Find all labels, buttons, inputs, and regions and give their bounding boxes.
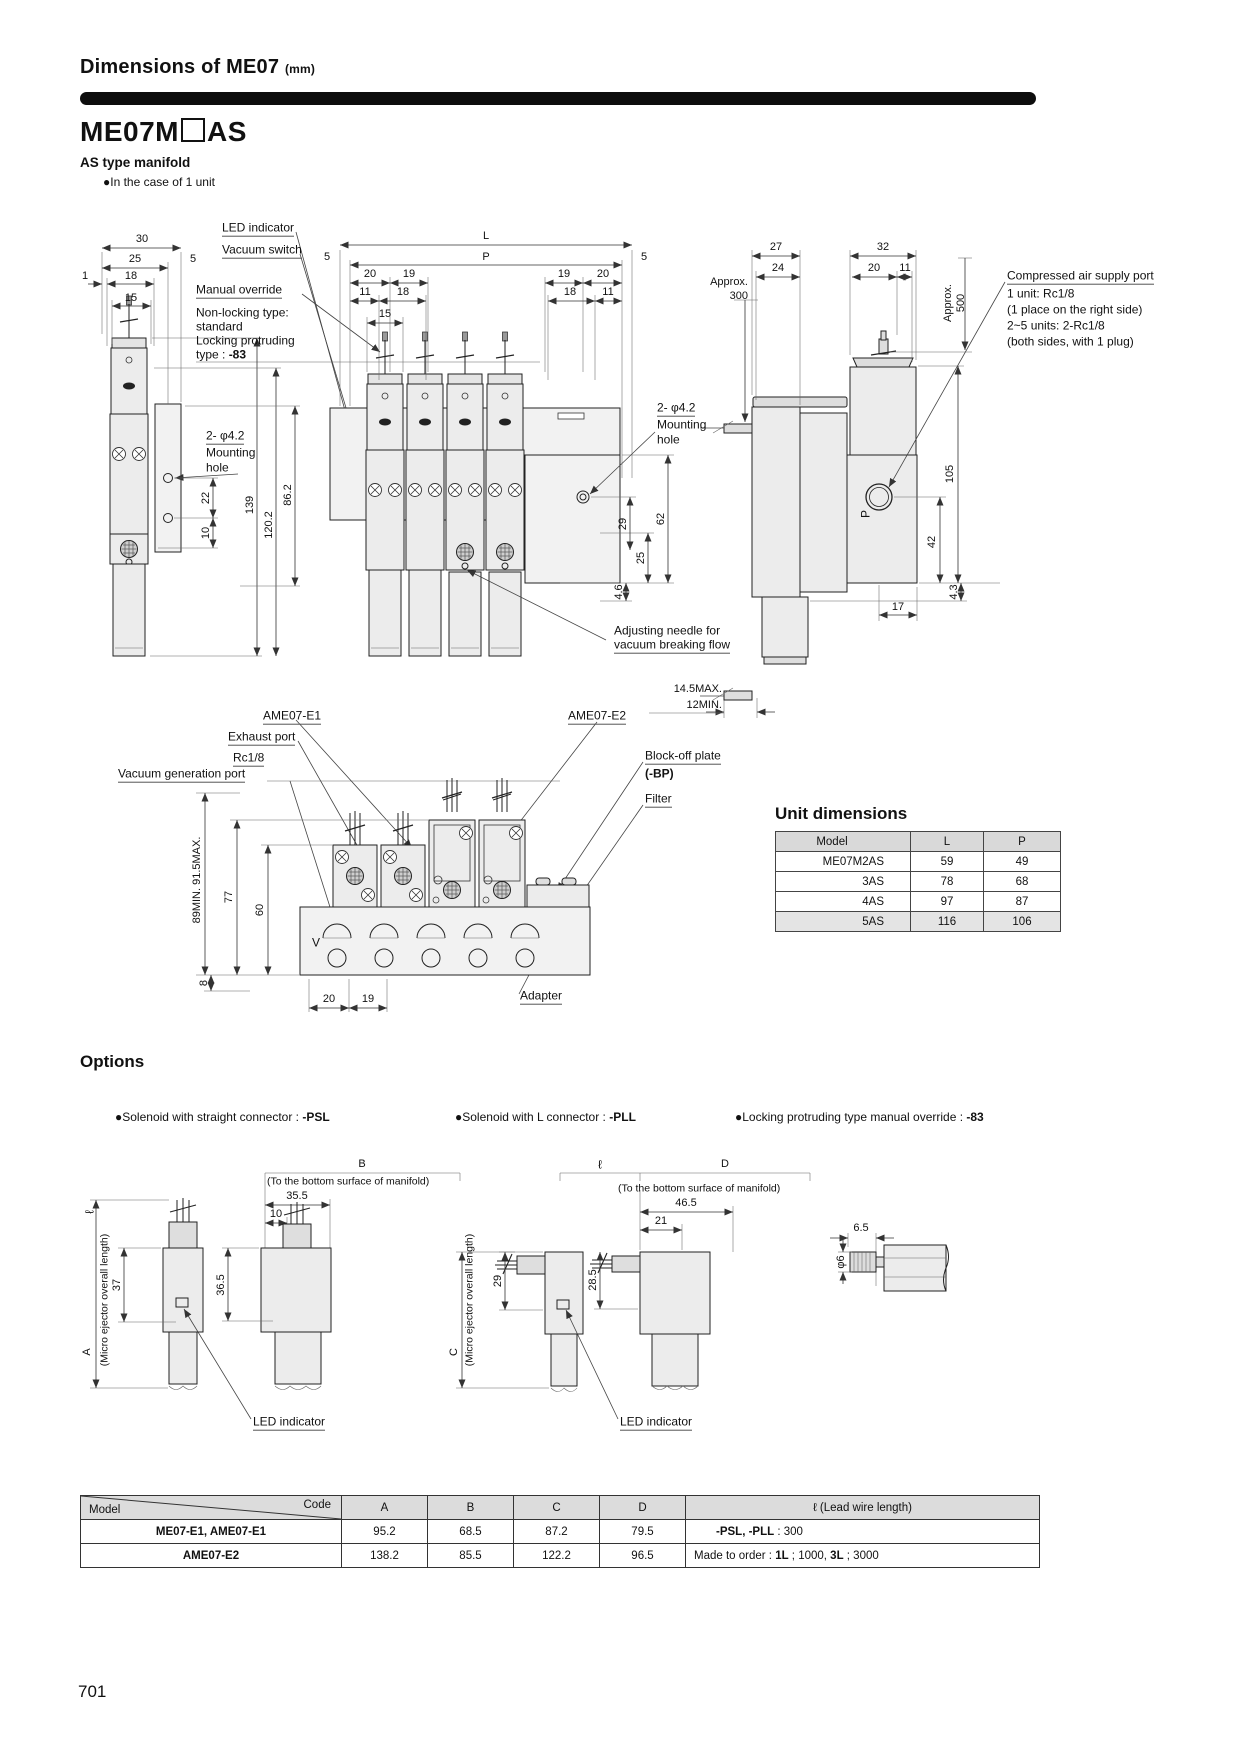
note-bottom-surface-1: (To the bottom surface of manifold) [267, 1175, 430, 1188]
cell-b: 85.5 [428, 1544, 514, 1568]
cell-model: ME07M2AS [776, 852, 911, 872]
header-code-label: Code [303, 1499, 331, 1511]
cell-l: 116 [911, 912, 984, 932]
label-rc18: Rc1/8 [233, 750, 265, 765]
note-bottom-surface-2: (To the bottom surface of manifold) [618, 1182, 781, 1195]
label-ame07-e1: AME07-E1 [263, 708, 322, 723]
dim-77: 77 [223, 890, 236, 904]
dim-29-opt: 29 [492, 1274, 505, 1288]
dim-19-bottom: 19 [361, 993, 375, 1006]
dim-phi6: φ6 [835, 1255, 848, 1269]
label-ame07-e2: AME07-E2 [568, 708, 627, 723]
label-adapter: Adapter [520, 988, 563, 1003]
label-led-opt2: LED indicator [620, 1414, 693, 1429]
dim-lead-opt1: ℓ [82, 1210, 97, 1214]
dim-62: 62 [655, 512, 668, 526]
option-item-code: -PLL [609, 1110, 636, 1124]
dim-22: 22 [200, 491, 213, 505]
dim-5-left: 5 [189, 253, 197, 266]
table-row [776, 872, 1061, 892]
dim-B: B [358, 1158, 366, 1171]
lead-wire-bold: 1L [775, 1549, 789, 1562]
manifold-subtitle: AS type manifold [80, 155, 191, 170]
label-air-supply-4: 2~5 units: 2-Rc1/8 [1007, 318, 1105, 333]
dim-A: A [81, 1348, 94, 1356]
col-header-lead-wire: ℓ (Lead wire length) [686, 1496, 1040, 1520]
label-mounting-hole-mid-1: 2- φ4.2 [657, 400, 696, 415]
dim-36-5: 36.5 [215, 1274, 228, 1296]
label-locking-1: Locking protruding [196, 333, 295, 348]
col-header-a: A [342, 1496, 428, 1520]
model-title-prefix: ME07M [80, 116, 179, 147]
dim-D: D [721, 1158, 729, 1171]
label-nonlocking-2: standard [196, 319, 243, 334]
lead-wire-bold: -PSL, -PLL [716, 1525, 775, 1538]
dim-25-mid: 25 [635, 551, 648, 565]
option-item-text: ●Solenoid with L connector : [455, 1110, 610, 1124]
cell-model: 3AS [776, 872, 911, 892]
dim-27: 27 [769, 241, 783, 254]
col-header-b: B [428, 1496, 514, 1520]
dim-19-b: 19 [557, 268, 571, 281]
dim-10-opt: 10 [269, 1208, 283, 1221]
cell-p: 87 [984, 892, 1061, 912]
label-block-off-plate: Block-off plate [645, 748, 721, 763]
table-row [776, 892, 1061, 912]
table-header-row [81, 1496, 1040, 1520]
page-title-text: Dimensions of ME07 [80, 56, 280, 78]
dim-105: 105 [944, 464, 957, 484]
dim-P: P [482, 251, 490, 264]
dim-21: 21 [654, 1215, 668, 1228]
note-micro-ejector-2: (Micro ejector overall length) [463, 1233, 476, 1367]
dim-120-2: 120.2 [263, 511, 276, 539]
dim-10: 10 [200, 526, 213, 540]
label-vacuum-switch: Vacuum switch [222, 242, 302, 257]
dim-1: 1 [81, 270, 89, 283]
cell-lead-wire [686, 1544, 1040, 1568]
cell-b: 68.5 [428, 1520, 514, 1544]
label-led-indicator: LED indicator [222, 220, 295, 235]
dim-4-6: 4.6 [613, 584, 626, 600]
cell-a: 138.2 [342, 1544, 428, 1568]
page-title-unit: (mm) [284, 62, 316, 76]
label-exhaust-port: Exhaust port [228, 729, 296, 744]
lead-wire-bold: 3L [830, 1549, 844, 1562]
dim-approx500-2: 500 [955, 293, 968, 313]
dim-89min-91max: 89MIN. 91.5MAX. [191, 836, 204, 924]
label-vacuum-generation-port: Vacuum generation port [118, 766, 246, 781]
label-adjusting-needle-1: Adjusting needle for [614, 623, 721, 638]
cell-d: 79.5 [600, 1520, 686, 1544]
label-led-opt1: LED indicator [253, 1414, 326, 1429]
label-air-supply-3: (1 place on the right side) [1007, 302, 1143, 317]
dim-C: C [448, 1348, 461, 1356]
dim-30: 30 [135, 233, 149, 246]
cell-lead-wire [686, 1520, 1040, 1544]
label-p-port: P [858, 509, 873, 519]
dim-42: 42 [926, 535, 939, 549]
dim-5-mid-right: 5 [640, 251, 648, 264]
note-micro-ejector-1: (Micro ejector overall length) [98, 1233, 111, 1367]
col-header-c: C [514, 1496, 600, 1520]
dim-18-left: 18 [124, 270, 138, 283]
dim-24: 24 [771, 262, 785, 275]
dim-11-side: 11 [899, 262, 911, 275]
cell-model: 5AS [776, 912, 911, 932]
lead-wire-text: ; 3000 [843, 1549, 879, 1562]
header-model-label: Model [89, 1504, 121, 1516]
cell-p: 106 [984, 912, 1061, 932]
lead-wire-text: Made to order : [694, 1549, 776, 1562]
label-mounting-hole-left-1: 2- φ4.2 [206, 428, 245, 443]
col-header-d: D [600, 1496, 686, 1520]
label-mounting-hole-left-3: hole [206, 460, 229, 475]
dim-5-mid-left: 5 [323, 251, 331, 264]
label-mounting-hole-mid-2: Mounting [657, 417, 707, 432]
dim-L: L [482, 230, 490, 243]
cell-p: 68 [984, 872, 1061, 892]
model-code-table [80, 1495, 1040, 1568]
label-air-supply-2: 1 unit: Rc1/8 [1007, 286, 1075, 301]
label-air-supply-1: Compressed air supply port [1007, 268, 1154, 283]
lead-wire-text: ; 1000, [788, 1549, 831, 1562]
cell-l: 97 [911, 892, 984, 912]
dim-15-left: 15 [124, 292, 138, 305]
label-mounting-hole-mid-3: hole [657, 432, 680, 447]
label-bp: (-BP) [645, 766, 674, 781]
dim-approx500-1: Approx. [942, 284, 955, 322]
label-manual-override: Manual override [196, 282, 283, 297]
dim-28-5: 28.5 [587, 1269, 600, 1291]
cell-d: 96.5 [600, 1544, 686, 1568]
option-item-text: ●Locking protruding type manual override : [735, 1110, 967, 1124]
label-mounting-hole-left-2: Mounting [206, 445, 256, 460]
option-item-83 [735, 1110, 984, 1124]
cell-a: 95.2 [342, 1520, 428, 1544]
dim-6-5: 6.5 [853, 1222, 869, 1235]
dim-8: 8 [198, 979, 211, 987]
cell-p: 49 [984, 852, 1061, 872]
dim-11-a: 11 [359, 286, 371, 299]
dim-approx300-2: 300 [729, 290, 748, 303]
dim-20-side: 20 [867, 262, 881, 275]
col-header-l: L [911, 832, 984, 852]
label-v-port: V [311, 935, 321, 950]
cell-model: 4AS [776, 892, 911, 912]
col-header-p: P [984, 832, 1061, 852]
unit-dimensions-table [775, 831, 1061, 932]
table-row [81, 1520, 1040, 1544]
cell-model: ME07-E1, AME07-E1 [81, 1520, 342, 1544]
cell-model: AME07-E2 [81, 1544, 342, 1568]
dim-37: 37 [111, 1278, 124, 1292]
lead-wire-rest: : 300 [774, 1525, 803, 1538]
dim-lead-opt2: ℓ [598, 1157, 602, 1172]
dim-25: 25 [128, 253, 142, 266]
dim-86-2: 86.2 [282, 484, 295, 506]
header-model-code-cell [81, 1496, 342, 1520]
dim-20-bottom: 20 [322, 993, 336, 1006]
dim-19-a: 19 [402, 268, 416, 281]
dim-139: 139 [244, 495, 257, 515]
table-row [776, 912, 1061, 932]
dim-29: 29 [617, 517, 630, 531]
option-item-text: ●Solenoid with straight connector : [115, 1110, 303, 1124]
dim-12min: 12MIN. [686, 699, 722, 712]
case-note: ●In the case of 1 unit [103, 175, 215, 189]
model-title-suffix: AS [206, 116, 247, 147]
cell-l: 78 [911, 872, 984, 892]
dim-46-5: 46.5 [675, 1197, 697, 1210]
dim-32: 32 [876, 241, 890, 254]
cell-c: 87.2 [514, 1520, 600, 1544]
table-row [776, 852, 1061, 872]
label-air-supply-5: (both sides, with 1 plug) [1007, 334, 1134, 349]
model-code-table-section [80, 1495, 1040, 1568]
label-nonlocking-1: Non-locking type: [196, 305, 289, 320]
dim-18-b: 18 [563, 286, 577, 299]
label-adjusting-needle-2: vacuum breaking flow [614, 637, 731, 652]
dim-35-5: 35.5 [286, 1190, 308, 1203]
dim-15-mid: 15 [378, 308, 392, 321]
table-row [81, 1544, 1040, 1568]
label-locking-2: type : -83 [196, 347, 247, 362]
dim-14-5max: 14.5MAX. [673, 683, 722, 696]
option-item-pll [455, 1110, 636, 1124]
dim-18-a: 18 [396, 286, 410, 299]
dim-20-b: 20 [596, 268, 610, 281]
dim-4-3: 4.3 [948, 584, 961, 600]
option-item-code: -PSL [302, 1110, 330, 1124]
options-section-title: Options [80, 1052, 145, 1071]
dim-11-b: 11 [602, 286, 614, 299]
cell-c: 122.2 [514, 1544, 600, 1568]
dim-20-a: 20 [363, 268, 377, 281]
cell-l: 59 [911, 852, 984, 872]
option-item-code: -83 [966, 1110, 984, 1124]
col-header-model: Model [776, 832, 911, 852]
page-number: 701 [78, 1682, 107, 1701]
option-item-psl [115, 1110, 330, 1124]
table-header-row [776, 832, 1061, 852]
dim-approx300-1: Approx. [710, 276, 748, 289]
unit-dimensions-section [775, 804, 1061, 932]
unit-dimensions-title: Unit dimensions [775, 804, 908, 823]
dim-60: 60 [254, 903, 267, 917]
dim-17: 17 [891, 601, 905, 614]
label-filter: Filter [645, 791, 672, 806]
